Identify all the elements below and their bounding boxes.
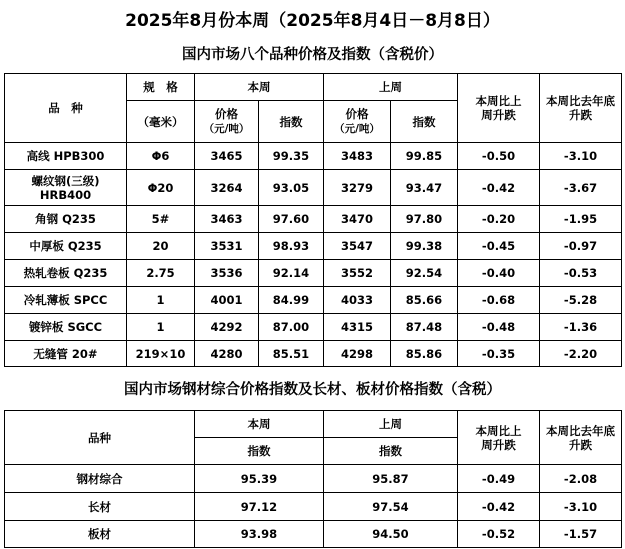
row-index: 87.00	[259, 314, 324, 341]
row-wow: -0.42	[458, 493, 540, 521]
row-price: 3531	[195, 233, 259, 260]
header-last-index: 指数	[324, 438, 458, 465]
row-spec: 1	[127, 287, 195, 314]
row-name: 长材	[5, 493, 195, 521]
header-this-index: 指数	[195, 438, 324, 465]
row-wow: -0.49	[458, 465, 540, 493]
row-wow: -0.45	[458, 233, 540, 260]
header-last-price: 价格 （元/吨）	[324, 101, 391, 143]
row-wow: -0.52	[458, 521, 540, 548]
row-this-index: 93.98	[195, 521, 324, 548]
row-wow: -0.35	[458, 341, 540, 367]
row-spec: 5#	[127, 206, 195, 233]
row-last-index: 85.66	[391, 287, 458, 314]
row-wow: -0.40	[458, 260, 540, 287]
row-ytd: -3.10	[540, 493, 622, 521]
row-name: 高线 HPB300	[5, 143, 127, 170]
row-spec: 219×10	[127, 341, 195, 367]
row-spec: Φ20	[127, 170, 195, 206]
header-wow-change: 本周比上 周升跌	[458, 74, 540, 143]
table-row	[5, 170, 622, 206]
table-row	[5, 143, 622, 170]
header-this-week: 本周	[195, 74, 324, 101]
row-index: 99.35	[259, 143, 324, 170]
row-wow: -0.20	[458, 206, 540, 233]
row-last-price: 3483	[324, 143, 391, 170]
row-price: 4292	[195, 314, 259, 341]
header-this-price: 价格 （元/吨）	[195, 101, 259, 143]
row-this-index: 95.39	[195, 465, 324, 493]
row-spec: Φ6	[127, 143, 195, 170]
row-last-index: 97.54	[324, 493, 458, 521]
row-last-price: 4298	[324, 341, 391, 367]
table2-subtitle: 国内市场钢材综合价格指数及长材、板材价格指数（含税）	[124, 382, 501, 398]
header-wow-change: 本周比上 周升跌	[458, 411, 540, 465]
table-row	[5, 521, 622, 548]
row-ytd: -5.28	[540, 287, 622, 314]
row-price: 3465	[195, 143, 259, 170]
row-wow: -0.42	[458, 170, 540, 206]
row-ytd: -1.95	[540, 206, 622, 233]
row-last-index: 92.54	[391, 260, 458, 287]
table-row	[5, 465, 622, 493]
header-ytd-change: 本周比去年底 升跌	[540, 74, 622, 143]
row-ytd: -3.10	[540, 143, 622, 170]
row-ytd: -0.53	[540, 260, 622, 287]
table1-subtitle: 国内市场八个品种价格及指数（含税价）	[182, 47, 443, 63]
table-row	[5, 260, 622, 287]
header-this-index: 指数	[259, 101, 324, 143]
row-last-index: 99.38	[391, 233, 458, 260]
report-title: 2025年8月份本周（2025年8月4日－8月8日）	[125, 11, 500, 31]
row-price: 4001	[195, 287, 259, 314]
row-last-index: 99.85	[391, 143, 458, 170]
row-name: 角钢 Q235	[5, 206, 127, 233]
row-index: 98.93	[259, 233, 324, 260]
row-last-index: 85.86	[391, 341, 458, 367]
composite-index-table	[4, 410, 622, 548]
row-last-index: 97.80	[391, 206, 458, 233]
header-row-top	[5, 74, 622, 101]
row-name: 螺纹钢(三级) HRB400	[5, 170, 127, 206]
row-this-index: 97.12	[195, 493, 324, 521]
row-name: 热轧卷板 Q235	[5, 260, 127, 287]
row-name: 钢材综合	[5, 465, 195, 493]
header-row-top	[5, 411, 622, 438]
header-last-index: 指数	[391, 101, 458, 143]
row-wow: -0.48	[458, 314, 540, 341]
row-price: 4280	[195, 341, 259, 367]
table-row	[5, 341, 622, 367]
row-price: 3264	[195, 170, 259, 206]
price-index-table	[4, 73, 622, 367]
row-price: 3536	[195, 260, 259, 287]
row-spec: 20	[127, 233, 195, 260]
header-spec-unit: （毫米）	[127, 101, 195, 143]
header-variety: 品种	[5, 411, 195, 465]
table-row	[5, 314, 622, 341]
row-last-index: 87.48	[391, 314, 458, 341]
row-last-price: 3547	[324, 233, 391, 260]
table-row	[5, 287, 622, 314]
row-name: 中厚板 Q235	[5, 233, 127, 260]
row-name: 镀锌板 SGCC	[5, 314, 127, 341]
row-index: 93.05	[259, 170, 324, 206]
row-ytd: -1.36	[540, 314, 622, 341]
header-ytd-change: 本周比去年底 升跌	[540, 411, 622, 465]
row-name: 无缝管 20#	[5, 341, 127, 367]
row-price: 3463	[195, 206, 259, 233]
row-name: 冷轧薄板 SPCC	[5, 287, 127, 314]
row-wow: -0.68	[458, 287, 540, 314]
header-last-week: 上周	[324, 411, 458, 438]
table-row	[5, 233, 622, 260]
row-index: 97.60	[259, 206, 324, 233]
row-last-price: 3279	[324, 170, 391, 206]
row-index: 92.14	[259, 260, 324, 287]
row-ytd: -2.20	[540, 341, 622, 367]
header-spec: 规 格	[127, 74, 195, 101]
row-last-price: 3552	[324, 260, 391, 287]
row-last-price: 4315	[324, 314, 391, 341]
row-last-price: 3470	[324, 206, 391, 233]
row-index: 84.99	[259, 287, 324, 314]
table-row	[5, 493, 622, 521]
table-row	[5, 206, 622, 233]
row-last-price: 4033	[324, 287, 391, 314]
row-ytd: -0.97	[540, 233, 622, 260]
row-ytd: -2.08	[540, 465, 622, 493]
row-spec: 2.75	[127, 260, 195, 287]
row-name: 板材	[5, 521, 195, 548]
row-last-index: 95.87	[324, 465, 458, 493]
row-ytd: -3.67	[540, 170, 622, 206]
row-spec: 1	[127, 314, 195, 341]
header-variety: 品 种	[5, 74, 127, 143]
row-index: 85.51	[259, 341, 324, 367]
row-wow: -0.50	[458, 143, 540, 170]
header-this-week: 本周	[195, 411, 324, 438]
header-last-week: 上周	[324, 74, 458, 101]
row-last-index: 94.50	[324, 521, 458, 548]
row-ytd: -1.57	[540, 521, 622, 548]
row-last-index: 93.47	[391, 170, 458, 206]
